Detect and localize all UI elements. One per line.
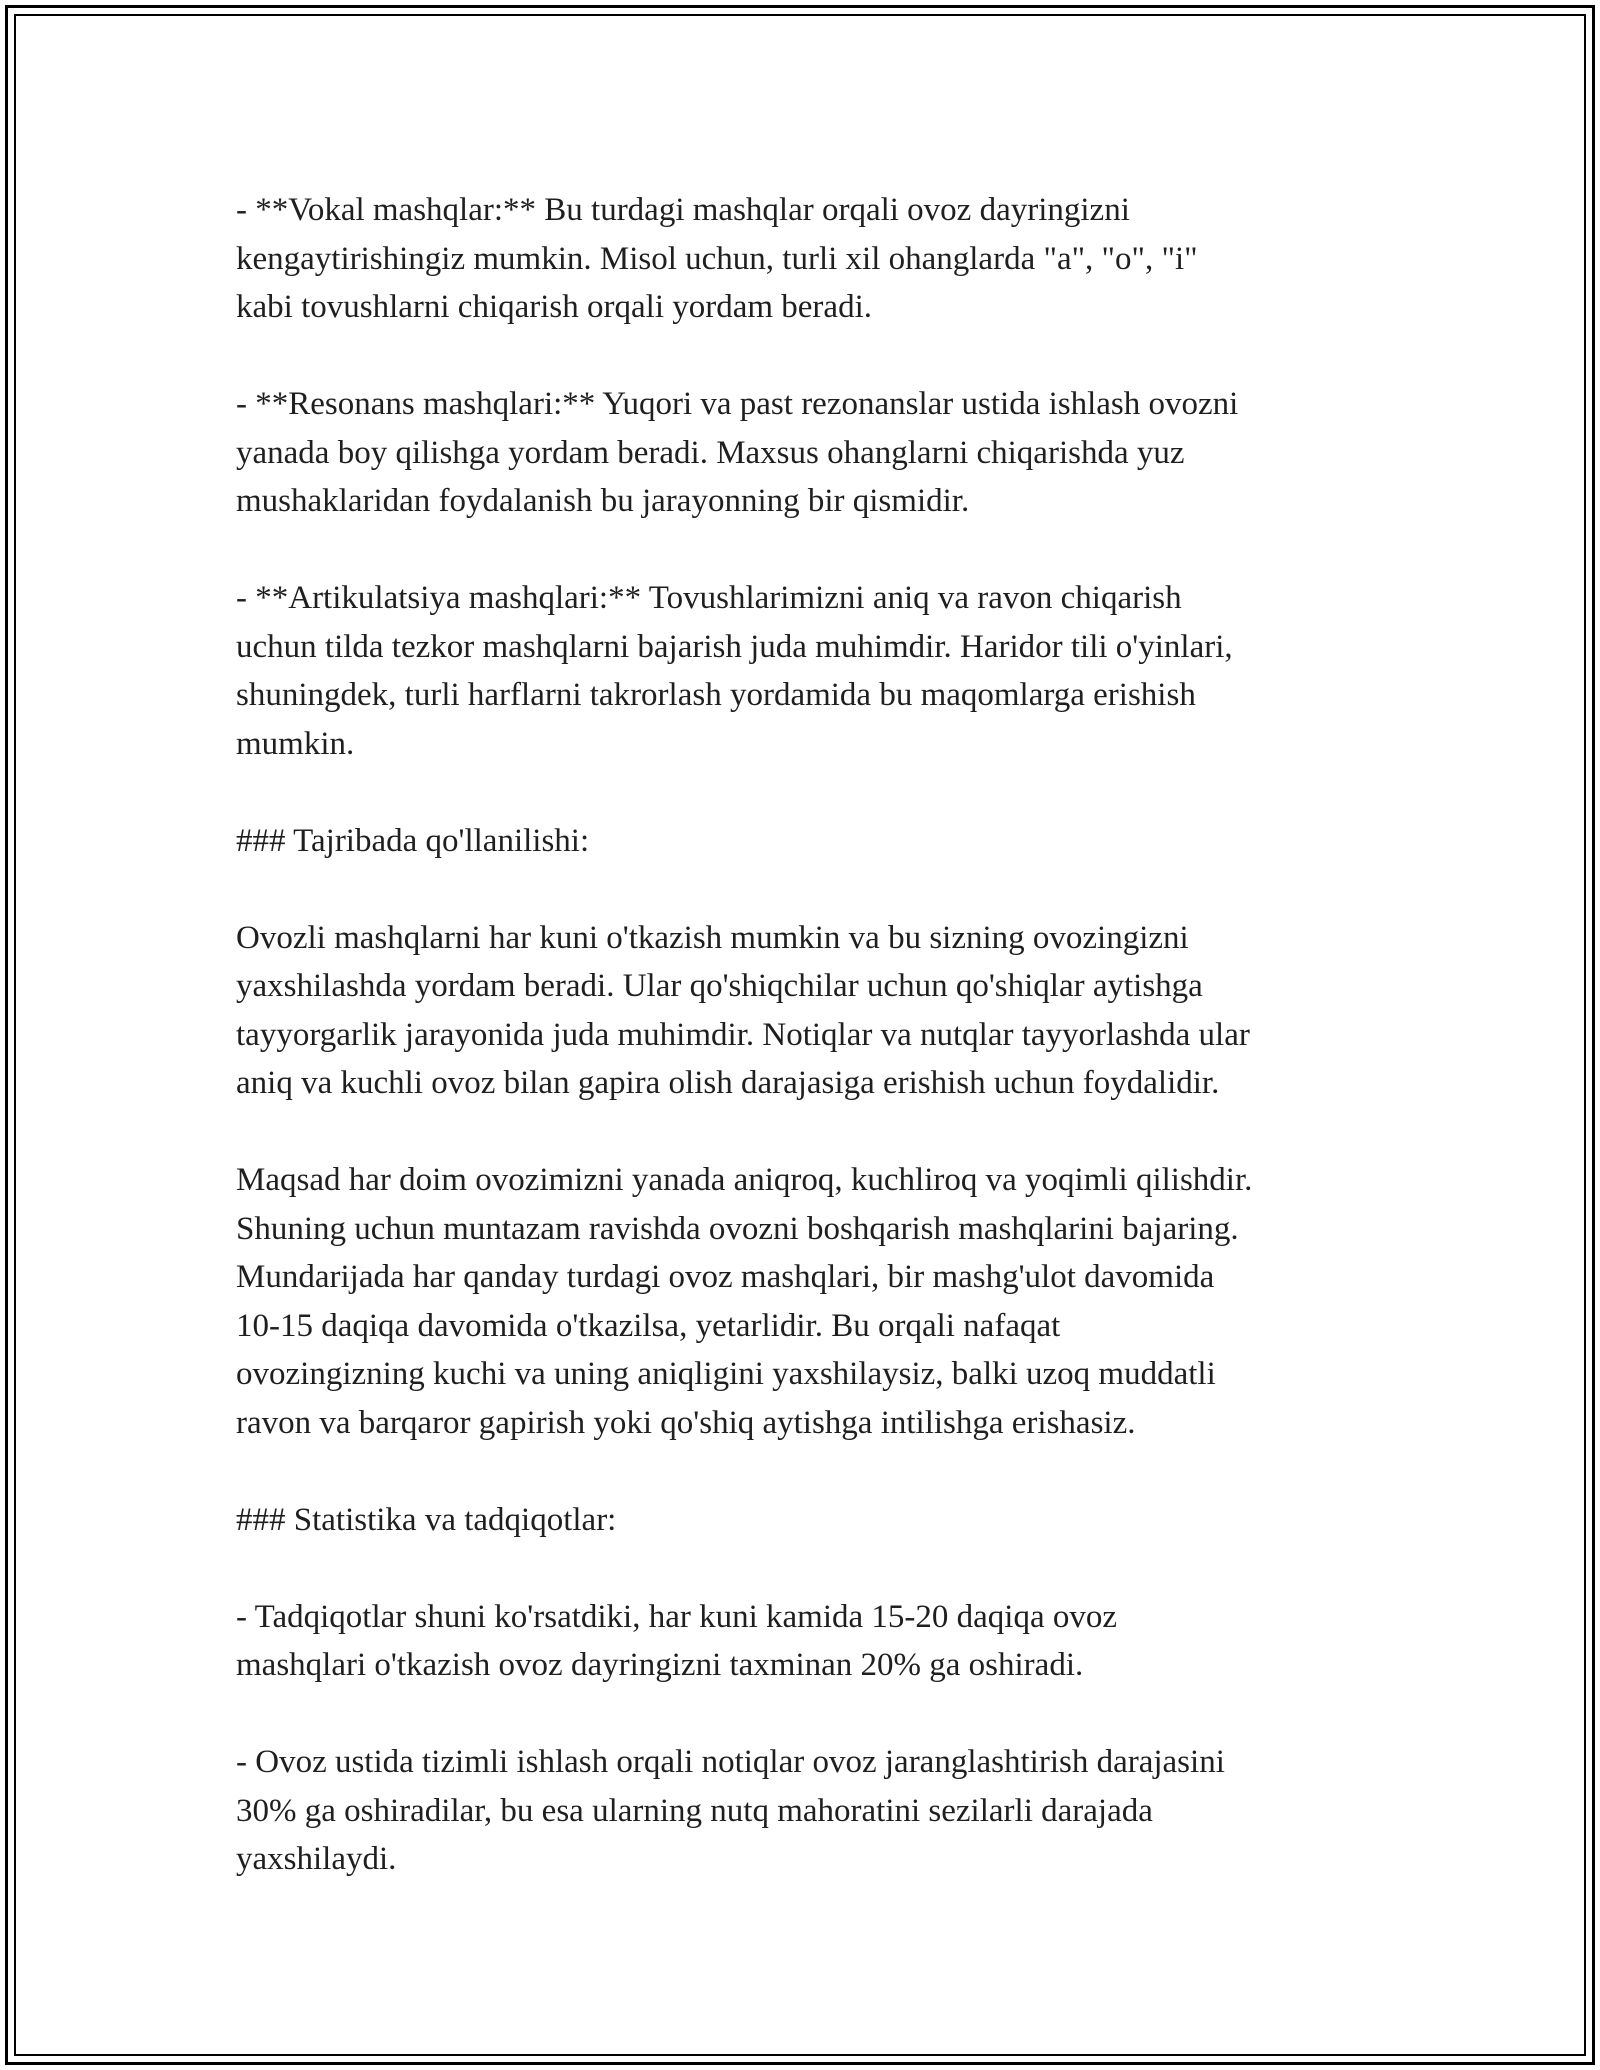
bullet-vokal-mashqlar: - **Vokal mashqlar:** Bu turdagi mashqlar orqali ovoz dayringizni kengaytirishingiz mumkin. Misol uchun, turli xil ohanglarda "a", "o", "i" kabi tovushlarni chiqarish orqali yordam beradi. [236, 192, 1198, 325]
heading-tajribada: ### Tajribada qo'llanilishi: [236, 822, 590, 859]
bullet-tadqiqotlar: - Tadqiqotlar shuni ko'rsatdiki, har kuni kamida 15-20 daqiqa ovoz mashqlari o'tkazish ovoz dayringizni taxminan 20% ga oshiradi. [236, 1598, 1118, 1683]
bullet-artikulatsiya-mashqlari: - **Artikulatsiya mashqlari:** Tovushlarimizni aniq va ravon chiqarish uchun tilda tezkor mashqlarni bajarish juda muhimdir. Haridor tili o'yinlari, shuningdek, turli harflarni takrorlash yordamida bu maqomlarga erishish mumkin. [236, 580, 1233, 762]
document-body [236, 186, 1386, 1932]
bullet-ovoz-ustida: - Ovoz ustida tizimli ishlash orqali notiqlar ovoz jaranglashtirish darajasini 30% ga oshiradilar, bu esa ularning nutq mahoratini sezilarli darajada yaxshilaydi. [236, 1744, 1225, 1877]
paragraph-ovozli-mashqlar: Ovozli mashqlarni har kuni o'tkazish mumkin va bu sizning ovozingizni yaxshilashda yordam beradi. Ular qo'shiqchilar uchun qo'shiqlar aytishga tayyorgarlik jarayonida juda muhimdir. Notiqlar va nutqlar tayyorlashda ular aniq va kuchli ovoz bilan gapira olish darajasiga erishish uchun foydalidir. [236, 919, 1250, 1101]
bullet-resonans-mashqlari: - **Resonans mashqlari:** Yuqori va past rezonanslar ustida ishlash ovozni yanada boy qilishga yordam beradi. Maxsus ohanglarni chiqarishda yuz mushaklaridan foydalanish bu jarayonning bir qismidir. [236, 386, 1239, 519]
heading-statistika: ### Statistika va tadqiqotlar: [236, 1501, 617, 1538]
paragraph-maqsad: Maqsad har doim ovozimizni yanada aniqroq, kuchliroq va yoqimli qilishdir. Shuning uchun muntazam ravishda ovozni boshqarish mashqlarini bajaring. Mundarijada har qanday turdagi ovoz mashqlari, bir mashg'ulot davomida 10-15 daqiqa davomida o'tkazilsa, yetarlidir. Bu orqali nafaqat ovozingizning kuchi va uning aniqligini yaxshilaysiz, balki uzoq muddatli ravon va barqaror gapirish yoki qo'shiq aytishga intilishga erishasiz. [236, 1162, 1253, 1441]
